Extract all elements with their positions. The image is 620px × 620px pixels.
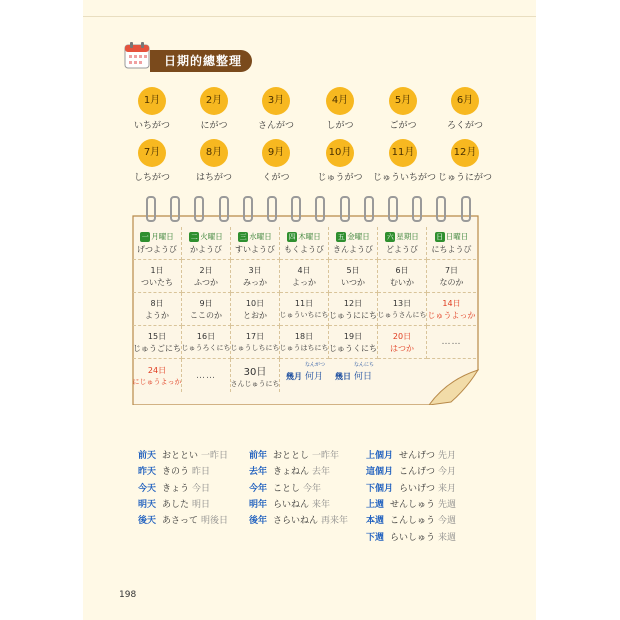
weekday-name	[238, 231, 272, 242]
ask-month-ruby: なんがつ	[304, 362, 325, 368]
day-cell	[280, 260, 329, 293]
month-label: 9月	[262, 139, 290, 167]
weekday-cell	[133, 227, 182, 260]
day-cell	[231, 326, 280, 359]
day-reading: いつか	[341, 277, 365, 287]
vocab-row	[138, 497, 210, 510]
weekday-badge: 二	[190, 232, 198, 241]
vocab-kanji: 昨日	[192, 467, 211, 478]
weekday-cell	[378, 227, 427, 260]
page-margin	[536, 0, 620, 620]
vocab-kanji: 一昨日	[201, 451, 229, 461]
vocab-kanji: 再来年	[321, 516, 349, 527]
month-item	[373, 87, 433, 131]
day-cell	[378, 260, 427, 293]
vocab-chinese: 前年	[249, 451, 268, 461]
month-label: 1月	[138, 87, 166, 115]
month-label: 7月	[138, 139, 166, 167]
day-cell	[231, 260, 280, 293]
vocab-kana: きのう	[162, 467, 190, 478]
binder-ring	[436, 196, 446, 222]
ask-month-question: 幾月	[285, 372, 302, 381]
binder-ring	[219, 196, 229, 222]
day-reading: じゅうろくにち	[181, 344, 231, 352]
day-cell	[427, 293, 476, 326]
binder-ring	[388, 196, 398, 222]
vocab-kana: こんしゅう	[390, 516, 436, 527]
day-reading: じゅうごにち	[133, 343, 181, 353]
day-cell	[133, 326, 182, 359]
day-reading: ふつか	[194, 277, 218, 287]
weekday-reading: もくようび	[284, 245, 324, 254]
weekday-reading: げつようび	[137, 245, 177, 254]
day-number: 16日	[196, 332, 216, 341]
day-number: 3日	[248, 265, 262, 275]
day-cell	[133, 359, 182, 392]
month-reading: にがつ	[200, 121, 228, 131]
day-number: 19日	[343, 331, 363, 341]
weekday-badge: 四	[288, 232, 296, 241]
month-label: 6月	[451, 87, 479, 115]
month-item	[373, 139, 437, 183]
day-reading: さんじゅうにち	[230, 379, 280, 388]
day-reading: みっか	[243, 277, 267, 287]
vocab-kana: おととい	[162, 451, 199, 461]
binder-ring	[243, 196, 253, 222]
binder-ring	[364, 196, 374, 222]
weekday-label: 金曜日	[347, 232, 370, 241]
vocab-kanji: 去年	[312, 467, 331, 478]
ask-day-answer	[353, 362, 374, 382]
binder-ring	[412, 196, 422, 222]
day-cell	[427, 260, 476, 293]
vocab-kanji: 来月	[438, 483, 457, 494]
binder-ring	[194, 196, 204, 222]
vocab-row	[249, 513, 348, 526]
weekday-cell	[231, 227, 280, 260]
vocab-chinese: 昨天	[138, 467, 157, 478]
month-reading: はちがつ	[195, 173, 232, 183]
month-reading: いちがつ	[133, 121, 170, 131]
month-label: 8月	[200, 139, 228, 167]
binder-ring	[461, 196, 471, 222]
day-number: 15日	[147, 331, 167, 341]
vocab-row	[249, 464, 330, 477]
day-number: 17日	[245, 332, 265, 341]
vocab-chinese: 本週	[366, 516, 385, 527]
vocab-kanji: 今年	[303, 483, 322, 494]
day-cell	[427, 326, 476, 359]
vocab-chinese: 下週	[366, 532, 385, 543]
month-label: 11月	[389, 139, 417, 167]
day-cell	[182, 359, 231, 392]
month-item	[184, 139, 244, 183]
day-cell	[231, 293, 280, 326]
vocab-kana: らいねん	[273, 499, 310, 510]
vocab-row	[138, 448, 228, 461]
vocab-row	[249, 448, 339, 461]
month-item	[310, 139, 370, 183]
month-reading: じゅうにがつ	[437, 173, 492, 183]
month-reading: くがつ	[262, 173, 290, 183]
vocab-kana: さらいねん	[273, 516, 319, 527]
day-cell	[378, 326, 427, 359]
day-reading: じゅうよっか	[427, 310, 476, 320]
vocab-kana: ことし	[273, 483, 301, 494]
vocab-kana: あした	[162, 499, 190, 510]
vocab-kanji: 先月	[438, 451, 457, 461]
vocab-kanji: 来週	[438, 532, 457, 543]
weekday-label: 木曜日	[298, 232, 321, 241]
weekday-name	[385, 231, 419, 242]
section-title: 日期的總整理	[150, 50, 252, 72]
day-reading: にじゅうよっか	[132, 377, 182, 386]
vocab-kanji: 今月	[438, 467, 457, 478]
day-cell	[182, 293, 231, 326]
day-number: 20日	[392, 331, 412, 341]
vocab-chinese: 上個月	[366, 451, 394, 461]
day-number: 2日	[199, 265, 213, 275]
month-item	[435, 139, 495, 183]
vocab-row	[138, 464, 210, 477]
vocab-kana: おととし	[273, 451, 310, 461]
weekday-name	[435, 231, 469, 242]
month-item	[435, 87, 495, 131]
month-reading: しちがつ	[133, 173, 170, 183]
day-cell	[329, 260, 378, 293]
weekday-reading: かようび	[190, 245, 222, 254]
day-cell	[378, 293, 427, 326]
vocab-row	[366, 448, 456, 461]
weekday-reading: きんようび	[333, 245, 373, 254]
weekday-reading: にちようび	[431, 245, 472, 254]
day-number: 11日	[294, 299, 314, 308]
day-number: 1日	[150, 265, 164, 275]
day-reading: なのか	[439, 277, 464, 287]
ask-day-question: 幾日	[334, 372, 351, 381]
vocab-kana: あさって	[162, 516, 199, 527]
day-cell	[329, 293, 378, 326]
month-reading: じゅういちがつ	[373, 173, 437, 183]
month-reading: さんがつ	[257, 121, 294, 131]
vocab-kanji: 今週	[438, 516, 457, 527]
day-reading: じゅうくにち	[329, 343, 377, 353]
vocab-kana: らいしゅう	[390, 532, 436, 543]
vocab-row	[249, 497, 330, 510]
weekday-cell	[329, 227, 378, 260]
day-cell	[231, 359, 280, 392]
ask-day	[329, 359, 378, 392]
month-label: 12月	[451, 139, 479, 167]
ask-month-answer	[304, 362, 325, 382]
day-cell	[329, 326, 378, 359]
calendar-grid	[133, 227, 477, 392]
weekday-badge: 一	[141, 232, 149, 241]
day-number: 8日	[150, 298, 164, 308]
vocab-kanji: 先週	[438, 499, 457, 510]
vocab-kana: せんげつ	[399, 451, 436, 461]
weekday-label: 月曜日	[151, 232, 174, 241]
month-item	[122, 87, 182, 131]
day-reading: じゅうしちにち	[230, 344, 280, 352]
vocab-kana: らいげつ	[399, 483, 436, 494]
weekday-cell	[427, 227, 476, 260]
ask-month-answer-text: 何月	[304, 372, 323, 382]
day-number: 7日	[444, 265, 459, 275]
binder-ring	[340, 196, 350, 222]
vocab-row	[249, 481, 321, 494]
weekday-label: 日曜日	[445, 232, 469, 241]
day-cell	[182, 326, 231, 359]
ellipsis: ……	[441, 337, 462, 347]
vocab-kanji: 明日	[192, 499, 211, 510]
vocab-chinese: 這個月	[366, 467, 394, 478]
day-cell	[133, 260, 182, 293]
day-reading: ついたち	[141, 277, 173, 287]
vocab-row	[366, 530, 456, 543]
vocab-kana: きょう	[162, 483, 190, 494]
calendar-icon	[123, 40, 151, 70]
day-reading: とおか	[243, 310, 267, 320]
day-number: 5日	[346, 265, 360, 275]
day-number: 9日	[199, 298, 213, 308]
month-reading: しがつ	[326, 121, 354, 131]
month-label: 3月	[262, 87, 290, 115]
vocab-chinese: 今年	[249, 483, 268, 494]
vocab-kanji: 今日	[192, 483, 211, 494]
vocab-chinese: 今天	[138, 483, 157, 494]
day-cell	[280, 326, 329, 359]
ask-month-row	[285, 362, 325, 382]
vocab-row	[138, 481, 210, 494]
month-item	[122, 139, 182, 183]
day-number: 30日	[243, 366, 267, 378]
weekday-badge: 五	[337, 232, 345, 241]
day-cell	[182, 260, 231, 293]
weekday-reading: すいようび	[235, 245, 275, 254]
weekday-label: 星期日	[396, 232, 419, 241]
weekday-label: 火曜日	[200, 232, 223, 241]
month-label: 10月	[326, 139, 354, 167]
weekday-name	[189, 231, 223, 242]
vocab-chinese: 明天	[138, 499, 157, 510]
day-reading: じゅうはちにち	[279, 344, 329, 352]
month-label: 2月	[200, 87, 228, 115]
ask-day-row	[334, 362, 374, 382]
day-reading: むいか	[390, 277, 414, 287]
day-number: 10日	[245, 298, 265, 308]
month-reading: ろくがつ	[446, 121, 483, 131]
weekday-reading: どようび	[386, 245, 418, 254]
month-item	[246, 87, 306, 131]
vocab-kanji: 来年	[312, 499, 331, 510]
day-number: 12日	[343, 298, 363, 308]
weekday-label: 水曜日	[249, 232, 272, 241]
binder-ring	[291, 196, 301, 222]
day-number: 14日	[442, 298, 461, 308]
day-reading: じゅういちにち	[279, 311, 329, 319]
weekday-badge: 六	[386, 232, 394, 241]
month-reading: ごがつ	[389, 121, 417, 131]
day-reading: じゅうににち	[329, 310, 377, 320]
weekday-name	[336, 231, 370, 242]
vocab-chinese: 後年	[249, 516, 268, 527]
month-reading: じゅうがつ	[317, 173, 363, 183]
vocab-chinese: 下個月	[366, 483, 394, 494]
vocab-row	[366, 481, 456, 494]
weekday-name	[140, 231, 174, 242]
binder-ring	[146, 196, 156, 222]
weekday-cell	[182, 227, 231, 260]
day-number: 24日	[147, 365, 167, 375]
ellipsis: ……	[196, 370, 216, 381]
month-item	[184, 87, 244, 131]
vocab-row	[366, 464, 456, 477]
vocab-row	[138, 513, 228, 526]
vocab-kana: せんしゅう	[390, 499, 436, 510]
weekday-badge: 三	[239, 232, 247, 241]
month-label: 4月	[326, 87, 354, 115]
day-number: 6日	[395, 265, 409, 275]
vocab-kanji: 一昨年	[312, 451, 340, 461]
page-top-rule	[83, 16, 536, 17]
vocab-kana: きょねん	[273, 467, 310, 478]
ask-month	[280, 359, 329, 392]
day-cell	[280, 293, 329, 326]
day-reading: じゅうさんにち	[377, 311, 427, 319]
ask-day-answer-text: 何日	[353, 372, 372, 382]
vocab-kanji: 明後日	[201, 516, 229, 527]
weekday-cell	[280, 227, 329, 260]
vocab-chinese: 明年	[249, 499, 268, 510]
day-number: 4日	[297, 265, 311, 275]
vocab-chinese: 後天	[138, 516, 157, 527]
day-reading: はつか	[390, 343, 414, 353]
vocab-kana: こんげつ	[399, 467, 436, 478]
binder-ring	[315, 196, 325, 222]
vocab-row	[366, 497, 456, 510]
ask-day-ruby: なんにち	[353, 362, 374, 368]
month-item	[310, 87, 370, 131]
vocab-chinese: 去年	[249, 467, 268, 478]
weekday-badge: 日	[436, 232, 444, 241]
weekday-name	[287, 231, 321, 242]
vocab-row	[366, 513, 456, 526]
day-reading: よっか	[292, 277, 316, 287]
vocab-chinese: 上週	[366, 499, 385, 510]
binder-ring	[170, 196, 180, 222]
day-reading: ようか	[145, 310, 169, 320]
vocab-chinese: 前天	[138, 451, 157, 461]
day-number: 18日	[294, 332, 314, 341]
month-item	[246, 139, 306, 183]
day-number: 13日	[392, 299, 412, 308]
binder-ring	[267, 196, 277, 222]
day-cell	[133, 293, 182, 326]
page-number: 198	[119, 590, 137, 600]
month-label: 5月	[389, 87, 417, 115]
day-reading: ここのか	[190, 310, 222, 320]
